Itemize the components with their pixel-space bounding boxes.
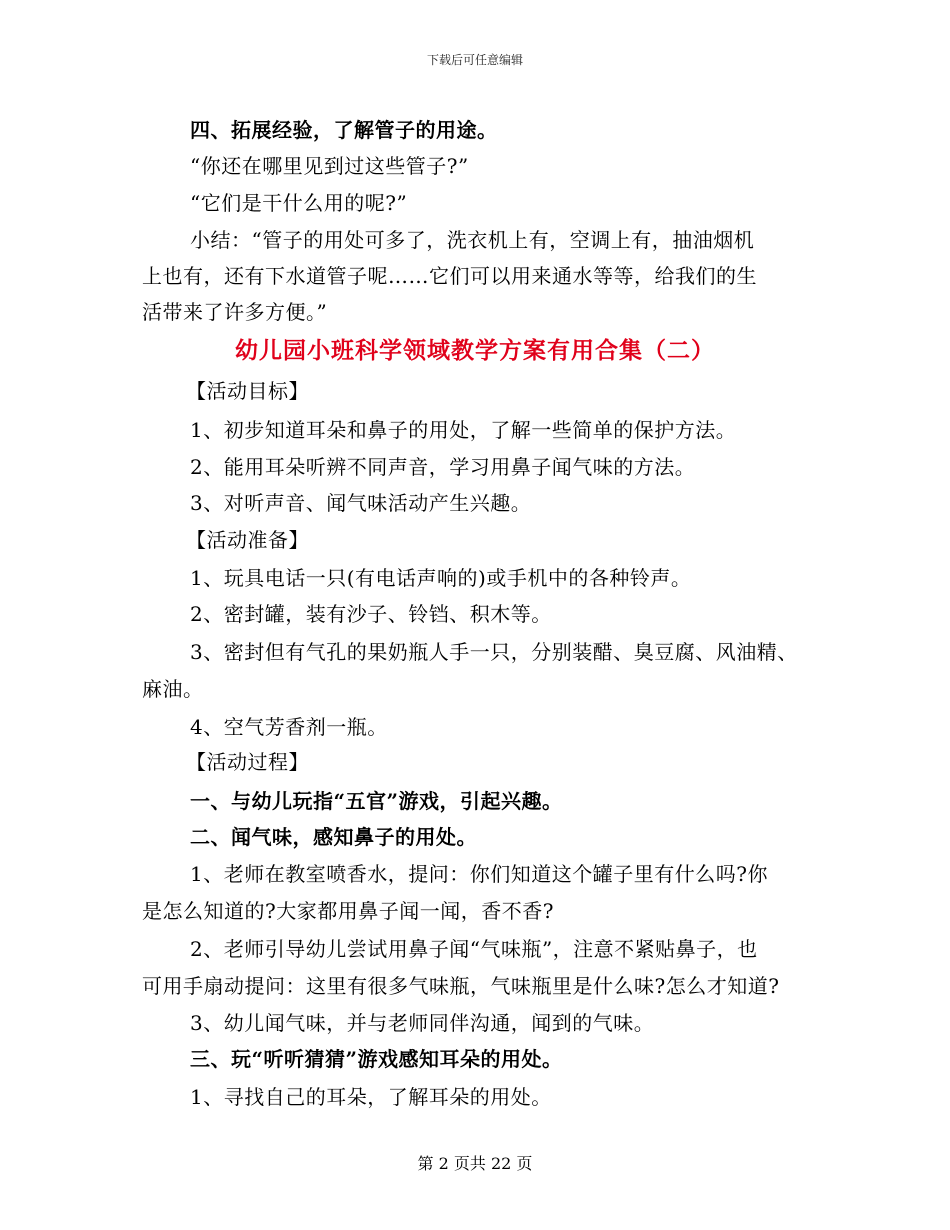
- page-header: 下载后可任意编辑: [426, 53, 523, 67]
- list-item: 1、老师在教室喷香水，提问：你们知道这个罐子里有什么吗?你: [190, 862, 768, 886]
- list-item: 3、对听声音、闻气味活动产生兴趣。: [190, 491, 532, 515]
- list-item: 是怎么知道的?大家都用鼻子闻一闻，香不香?: [142, 899, 554, 923]
- list-item: 1、寻找自己的耳朵，了解耳朵的用处。: [190, 1085, 552, 1109]
- section-label-goals: 【活动目标】: [186, 379, 309, 403]
- section-label-process: 【活动过程】: [186, 750, 309, 774]
- list-item: 可用手扇动提问：这里有很多气味瓶，气味瓶里是什么味?怎么才知道?: [142, 974, 780, 998]
- step-heading: 二、闻气味，感知鼻子的用处。: [190, 825, 477, 849]
- list-item: 2、老师引导幼儿尝试用鼻子闻“气味瓶”，注意不紧贴鼻子，也: [190, 937, 758, 961]
- document-title: 幼儿园小班科学领域教学方案有用合集（二）: [235, 337, 715, 364]
- list-item: 2、密封罐，装有沙子、铃铛、积木等。: [190, 602, 552, 626]
- paragraph: “它们是干什么用的呢?”: [190, 191, 408, 215]
- section-heading: 四、拓展经验，了解管子的用途。: [190, 118, 498, 142]
- page-footer: 第 2 页共 22 页: [417, 1154, 533, 1173]
- step-heading: 三、玩“听听猜猜”游戏感知耳朵的用处。: [190, 1047, 563, 1071]
- step-heading: 一、与幼儿玩指“五官”游戏，引起兴趣。: [190, 789, 563, 813]
- list-item: 3、密封但有气孔的果奶瓶人手一只，分别装醋、臭豆腐、风油精、: [190, 640, 798, 664]
- list-item: 1、玩具电话一只(有电话声响的)或手机中的各种铃声。: [190, 566, 692, 590]
- list-item: 2、能用耳朵听辨不同声音，学习用鼻子闻气味的方法。: [190, 455, 696, 479]
- summary-paragraph: 上也有，还有下水道管子呢……它们可以用来通水等等，给我们的生: [142, 264, 757, 288]
- section-label-prep: 【活动准备】: [186, 528, 309, 552]
- list-item: 1、初步知道耳朵和鼻子的用处，了解一些简单的保护方法。: [190, 418, 737, 442]
- summary-paragraph: 活带来了许多方便。”: [142, 300, 328, 324]
- list-item: 麻油。: [142, 677, 204, 701]
- list-item: 4、空气芳香剂一瓶。: [190, 715, 388, 739]
- paragraph: “你还在哪里见到过这些管子?”: [190, 154, 469, 178]
- summary-paragraph: 小结：“管子的用处可多了，洗衣机上有，空调上有，抽油烟机: [190, 228, 755, 252]
- list-item: 3、幼儿闻气味，并与老师同伴沟通，闻到的气味。: [190, 1011, 655, 1035]
